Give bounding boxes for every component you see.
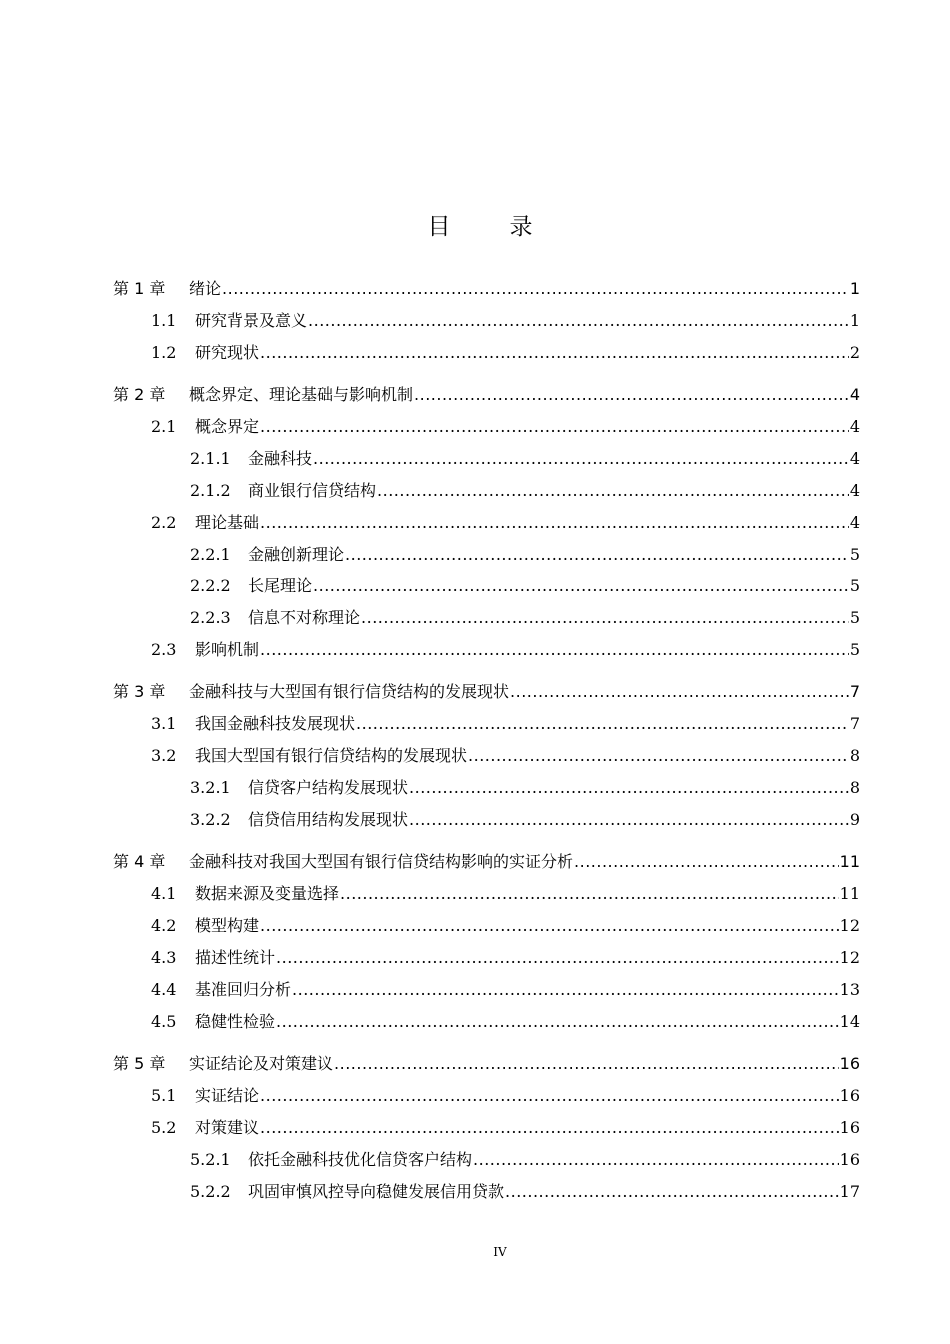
toc-entry-number: 2.2 <box>151 512 177 532</box>
toc-entry-page-number: 11 <box>839 852 860 872</box>
page-number: IV <box>493 1245 507 1259</box>
toc-entry-number: 第 4 章 <box>113 852 166 872</box>
toc-entry-page-number: 4 <box>849 480 860 500</box>
toc-entry-page-number: 7 <box>849 714 860 734</box>
toc-entry-page-number: 14 <box>839 1011 860 1031</box>
toc-entry-page-number: 5 <box>849 640 860 660</box>
toc-entry-number: 第 3 章 <box>113 682 166 702</box>
toc-entry-number: 4.5 <box>151 1011 177 1031</box>
toc-entry-label: 长尾理论 <box>248 576 313 596</box>
toc-entry-number: 5.2.2 <box>190 1181 231 1201</box>
toc-entry-number: 第 1 章 <box>113 279 166 298</box>
toc-entry-label: 理论基础 <box>195 512 260 532</box>
dot-leader <box>260 1118 839 1137</box>
toc-entry-row <box>113 382 860 405</box>
toc-entry[interactable] <box>0 1009 950 1037</box>
toc-entry-label: 实证结论 <box>195 1085 260 1105</box>
toc-entry-page-number: 1 <box>849 279 860 298</box>
dot-leader <box>414 385 849 404</box>
toc-entry-number: 4.1 <box>151 884 177 904</box>
toc-entry[interactable] <box>0 382 950 410</box>
toc-entry[interactable] <box>0 637 950 665</box>
toc-entry-number: 2.1 <box>151 416 177 436</box>
toc-entry[interactable] <box>0 573 950 601</box>
toc-entry-label: 稳健性检验 <box>195 1011 276 1031</box>
toc-entry-label: 信贷客户结构发展现状 <box>248 778 409 798</box>
toc-entry[interactable] <box>0 849 950 877</box>
toc-entry-page-number: 11 <box>839 884 860 904</box>
toc-entry-page-number: 8 <box>849 746 860 766</box>
toc-entry-row <box>151 414 860 437</box>
toc-entry-number: 3.2 <box>151 746 177 766</box>
toc-entry-number: 1.1 <box>151 310 177 330</box>
toc-entry-label: 概念界定 <box>195 416 260 436</box>
toc-entry-number: 2.1.1 <box>190 448 231 468</box>
toc-entry-row <box>151 913 860 936</box>
toc-entry-page-number: 7 <box>849 682 860 702</box>
toc-entry[interactable] <box>0 807 950 835</box>
toc-entry-row <box>190 446 860 469</box>
toc-entry[interactable] <box>0 977 950 1005</box>
toc-entry-page-number: 4 <box>849 512 860 532</box>
toc-entry-row <box>190 807 860 830</box>
toc-entry-label: 巩固审慎风控导向稳健发展信用贷款 <box>248 1181 505 1201</box>
toc-entry-page-number: 12 <box>839 947 860 967</box>
toc-entry-number: 4.2 <box>151 916 177 935</box>
toc-entry-number: 3.2.1 <box>190 778 231 798</box>
dot-leader <box>276 1012 839 1031</box>
toc-entry-row <box>190 1147 860 1170</box>
dot-leader <box>356 714 849 733</box>
dot-leader <box>409 810 849 829</box>
toc-entry-row <box>190 775 860 798</box>
toc-entry-label: 我国大型国有银行信贷结构的发展现状 <box>195 746 468 766</box>
toc-entry[interactable] <box>0 743 950 771</box>
toc-entry-label: 基准回归分析 <box>195 979 292 999</box>
toc-entry-label: 金融科技 <box>248 448 313 468</box>
toc-entry-number: 1.2 <box>151 342 177 362</box>
toc-entry-number: 5.2.1 <box>190 1149 231 1169</box>
toc-entry[interactable] <box>0 446 950 474</box>
toc-entry-row <box>151 945 860 968</box>
toc-entry-number: 3.2.2 <box>190 810 231 829</box>
toc-entry-row <box>151 308 860 331</box>
toc-entry-label: 我国金融科技发展现状 <box>195 714 356 734</box>
toc-entry-number: 3.1 <box>151 714 177 734</box>
toc-entry-label: 金融科技对我国大型国有银行信贷结构影响的实证分析 <box>189 852 574 872</box>
toc-entry-label: 实证结论及对策建议 <box>189 1053 334 1073</box>
toc-entry-row <box>151 977 860 1000</box>
toc-entry-page-number: 4 <box>849 416 860 436</box>
toc-entry-page-number: 2 <box>849 342 860 362</box>
toc-entry-label: 对策建议 <box>195 1117 260 1137</box>
dot-leader <box>340 884 839 903</box>
dot-leader <box>260 513 849 532</box>
dot-leader <box>313 576 849 595</box>
dot-leader <box>361 608 849 627</box>
toc-entry-row <box>190 605 860 628</box>
dot-leader <box>260 640 849 659</box>
toc-entry[interactable] <box>0 414 950 442</box>
toc-entry[interactable] <box>0 1051 950 1079</box>
toc-entry[interactable] <box>0 542 950 570</box>
dot-leader <box>505 1182 839 1201</box>
toc-entry[interactable] <box>0 1147 950 1175</box>
toc-entry[interactable] <box>0 276 950 304</box>
dot-leader <box>409 778 849 797</box>
toc-entry-row <box>151 340 860 363</box>
toc-entry-number: 4.3 <box>151 947 177 967</box>
toc-entry-number: 第 5 章 <box>113 1053 166 1073</box>
dot-leader <box>377 481 849 500</box>
toc-entry[interactable] <box>0 913 950 941</box>
toc-entry-page-number: 13 <box>839 979 860 999</box>
toc-entry[interactable] <box>0 478 950 506</box>
toc-entry-number: 5.1 <box>151 1085 177 1105</box>
toc-entry-row <box>151 881 860 904</box>
toc-entry[interactable] <box>0 711 950 739</box>
toc-entry-row <box>151 1115 860 1138</box>
toc-entry[interactable] <box>0 340 950 368</box>
dot-leader <box>260 1086 839 1105</box>
toc-entry-page-number: 9 <box>849 810 860 829</box>
toc-entry-page-number: 17 <box>839 1181 860 1201</box>
toc-entry-row <box>151 510 860 533</box>
toc-entry-label: 绪论 <box>189 279 222 298</box>
toc-entry[interactable] <box>0 605 950 633</box>
dot-leader <box>574 852 839 871</box>
toc-entry-page-number: 16 <box>839 1053 860 1073</box>
toc-entry-label: 依托金融科技优化信贷客户结构 <box>248 1149 473 1169</box>
toc-entry-row <box>151 1083 860 1106</box>
toc-entry-row <box>151 711 860 734</box>
toc-entry-label: 模型构建 <box>195 916 260 935</box>
toc-entry-number: 4.4 <box>151 979 177 999</box>
toc-entry-row <box>151 743 860 766</box>
dot-leader <box>468 746 849 765</box>
toc-entry-label: 信息不对称理论 <box>248 608 361 628</box>
toc-entry-label: 描述性统计 <box>195 947 276 967</box>
toc-entry[interactable] <box>0 881 950 909</box>
toc-entry-page-number: 1 <box>849 310 860 330</box>
toc-entry-number: 2.2.1 <box>190 544 231 564</box>
toc-entry-page-number: 4 <box>849 448 860 468</box>
dot-leader <box>222 279 849 298</box>
dot-leader <box>308 311 849 330</box>
toc-entry[interactable] <box>0 1115 950 1143</box>
dot-leader <box>334 1054 839 1073</box>
toc-entry-label: 金融科技与大型国有银行信贷结构的发展现状 <box>189 682 510 702</box>
toc-entry[interactable] <box>0 308 950 336</box>
dot-leader <box>473 1150 839 1169</box>
toc-entry-row <box>190 1179 860 1202</box>
toc-entry-label: 信贷信用结构发展现状 <box>248 810 409 829</box>
toc-entry-page-number: 12 <box>839 916 860 935</box>
toc-entry-number: 第 2 章 <box>113 385 166 404</box>
toc-entry-number: 5.2 <box>151 1117 177 1137</box>
toc-entry-label: 概念界定、理论基础与影响机制 <box>189 385 414 404</box>
toc-entry-label: 商业银行信贷结构 <box>248 480 377 500</box>
dot-leader <box>292 980 839 999</box>
toc-entry-number: 2.2.3 <box>190 608 231 628</box>
dot-leader <box>260 343 849 362</box>
toc-entry-page-number: 16 <box>839 1149 860 1169</box>
dot-leader <box>345 545 849 564</box>
dot-leader <box>260 417 849 436</box>
toc-entry-row <box>151 637 860 660</box>
toc-entry[interactable] <box>0 679 950 707</box>
toc-entry[interactable] <box>0 775 950 803</box>
toc-entry[interactable] <box>0 945 950 973</box>
toc-entry-label: 研究背景及意义 <box>195 310 308 330</box>
toc-entry-page-number: 16 <box>839 1117 860 1137</box>
toc-entry-number: 2.2.2 <box>190 576 231 596</box>
dot-leader <box>260 916 839 935</box>
toc-entry-label: 数据来源及变量选择 <box>195 884 340 904</box>
toc-entry-row <box>113 276 860 299</box>
toc-entry-row <box>113 849 860 872</box>
toc-entry[interactable] <box>0 1179 950 1207</box>
toc-entry-page-number: 5 <box>849 608 860 628</box>
toc-entry-label: 金融创新理论 <box>248 544 345 564</box>
toc-entry-row <box>190 478 860 501</box>
toc-entry-label: 研究现状 <box>195 342 260 362</box>
toc-entry[interactable] <box>0 510 950 538</box>
toc-entry-label: 影响机制 <box>195 640 260 660</box>
toc-entry-page-number: 16 <box>839 1085 860 1105</box>
toc-entry-page-number: 4 <box>849 385 860 404</box>
dot-leader <box>313 449 849 468</box>
dot-leader <box>510 682 849 701</box>
toc-entry-page-number: 5 <box>849 576 860 596</box>
toc-entry-row <box>151 1009 860 1032</box>
toc-entry-row <box>113 1051 860 1074</box>
toc-entry-row <box>190 542 860 565</box>
toc-entry-page-number: 8 <box>849 778 860 798</box>
toc-entry-page-number: 5 <box>849 544 860 564</box>
toc-entry-number: 2.1.2 <box>190 480 231 500</box>
toc-entry-row <box>190 573 860 596</box>
toc-entry-row <box>113 679 860 702</box>
toc-entry-number: 2.3 <box>151 640 177 660</box>
toc-entry[interactable] <box>0 1083 950 1111</box>
toc-title: 目 录 <box>427 214 551 240</box>
dot-leader <box>276 948 839 967</box>
